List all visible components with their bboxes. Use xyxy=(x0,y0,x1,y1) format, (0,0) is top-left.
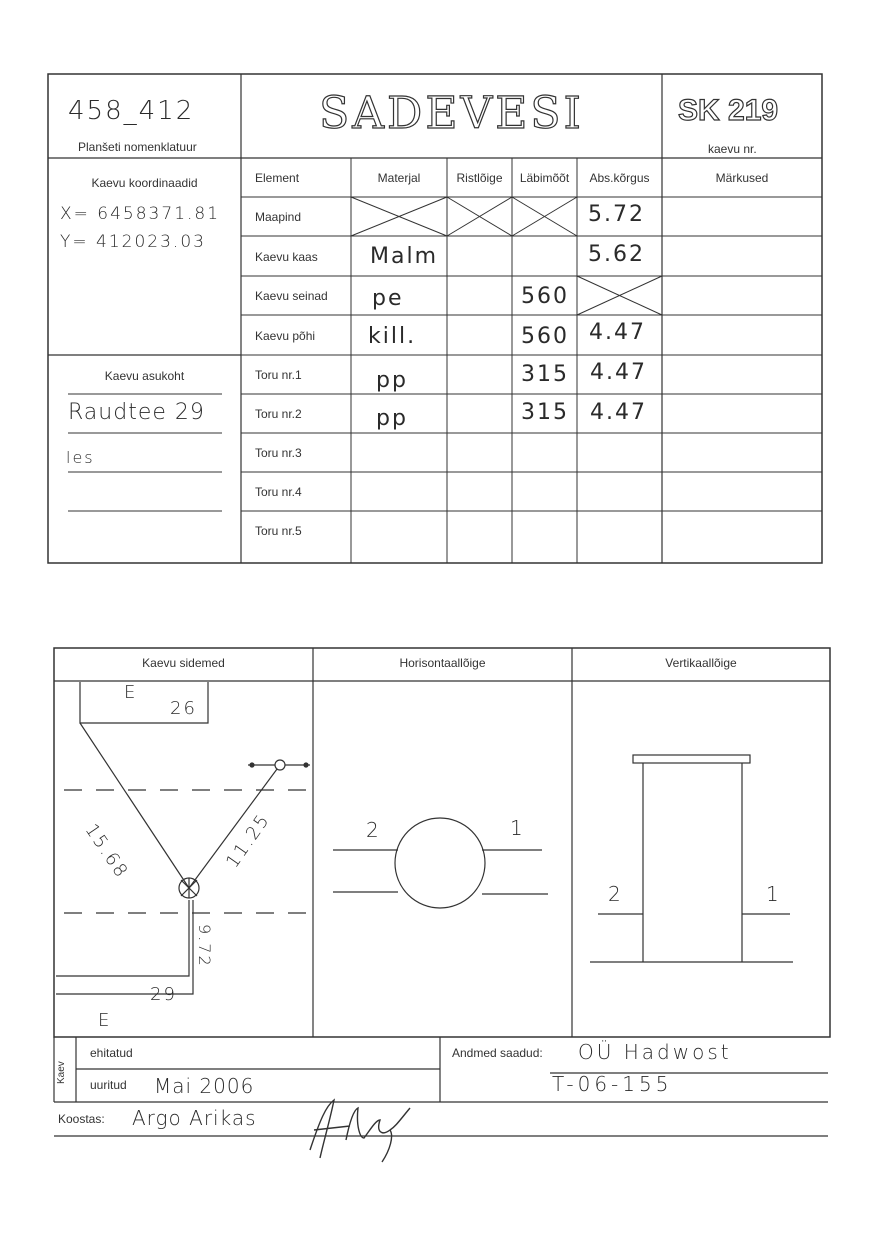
data-source-value2: T-06-155 xyxy=(552,1072,673,1096)
data-source-value1: OÜ Hadwost xyxy=(578,1040,732,1064)
sketch-dist-left: 15.68 xyxy=(80,820,133,883)
location-line2: les xyxy=(66,448,95,467)
sketch-dist-right: 11.25 xyxy=(222,809,275,873)
well-number-value: SK 219 xyxy=(678,94,779,127)
coords-label: Kaevu koordinaadid xyxy=(91,176,198,190)
data-source-label: Andmed saadud: xyxy=(452,1046,543,1060)
cell-diameter-pohi: 560 xyxy=(521,324,569,349)
col-header-material: Materjal xyxy=(377,171,421,185)
table-row-element: Toru nr.1 xyxy=(255,368,302,382)
location-line1: Raudtee 29 xyxy=(68,400,205,425)
col-header-abs: Abs.kõrgus xyxy=(589,171,650,185)
measured-value: Mai 2006 xyxy=(154,1074,255,1098)
horizontal-label-left: 2 xyxy=(366,818,381,842)
cell-abs-maapind: 5.72 xyxy=(588,202,645,227)
cell-abs-kaas: 5.62 xyxy=(588,242,645,267)
table-row-element: Kaevu seinad xyxy=(255,289,328,303)
cell-abs-toru1: 4.47 xyxy=(590,360,647,385)
cell-material-kaas: Malm xyxy=(370,244,439,269)
cell-material-seinad: pe xyxy=(372,286,404,311)
vertical-section xyxy=(590,755,793,962)
sketch-e-bottom: E xyxy=(98,1010,112,1031)
vertical-label-right: 1 xyxy=(766,882,781,906)
table-row-element: Toru nr.3 xyxy=(255,446,302,460)
nomenclature-label: Planšeti nomenklatuur xyxy=(78,140,197,154)
coord-x: X= 6458371.81 xyxy=(60,204,221,224)
signature xyxy=(290,1090,430,1170)
coord-y: Y= 412023.03 xyxy=(60,232,206,252)
sketch-e-top: E xyxy=(124,682,138,703)
table-row-element: Kaevu kaas xyxy=(255,250,318,264)
vertical-label-left: 2 xyxy=(608,882,623,906)
location-label: Kaevu asukoht xyxy=(104,369,185,383)
cell-material-toru1: pp xyxy=(376,368,408,393)
cell-abs-toru2: 4.47 xyxy=(590,400,647,425)
sketch-num-top: 26 xyxy=(170,698,197,719)
sketch-num-bottom: 29 xyxy=(150,984,177,1005)
table-row-element: Toru nr.4 xyxy=(255,485,302,499)
cell-diameter-toru1: 315 xyxy=(521,362,569,387)
table-row-element: Toru nr.5 xyxy=(255,524,302,538)
col-header-diameter: Läbimõõt xyxy=(519,171,570,185)
built-label: ehitatud xyxy=(90,1046,133,1060)
compiled-label: Koostas: xyxy=(58,1112,105,1126)
table-row-element: Maapind xyxy=(255,210,302,224)
table-row-element: Kaevu põhi xyxy=(255,329,316,343)
sketch-dist-down: 9.72 xyxy=(195,924,214,968)
cell-diameter-toru2: 315 xyxy=(521,400,569,425)
cell-material-pohi: kill. xyxy=(368,324,417,349)
well-number-label: kaevu nr. xyxy=(708,142,757,156)
compiled-value: Argo Arikas xyxy=(132,1106,257,1130)
table-row-element: Toru nr.2 xyxy=(255,407,302,421)
measured-label: uuritud xyxy=(90,1078,127,1092)
cell-diameter-seinad: 560 xyxy=(521,284,569,309)
col-header-element: Element xyxy=(255,171,300,185)
cell-abs-pohi: 4.47 xyxy=(589,320,646,345)
cell-material-toru2: pp xyxy=(376,406,408,431)
col-header-notes: Märkused xyxy=(715,171,769,185)
col1-title: Kaevu sidemed xyxy=(142,656,225,670)
col-header-cross: Ristlõige xyxy=(456,171,503,185)
col2-title: Horisontaallõige xyxy=(399,656,486,670)
page-title: SADEVESI xyxy=(319,88,584,139)
horizontal-label-right: 1 xyxy=(510,816,525,840)
footer-side-label: Kaev xyxy=(56,1061,67,1084)
col3-title: Vertikaallõige xyxy=(665,656,737,670)
nomenclature-value: 458_412 xyxy=(68,96,195,126)
